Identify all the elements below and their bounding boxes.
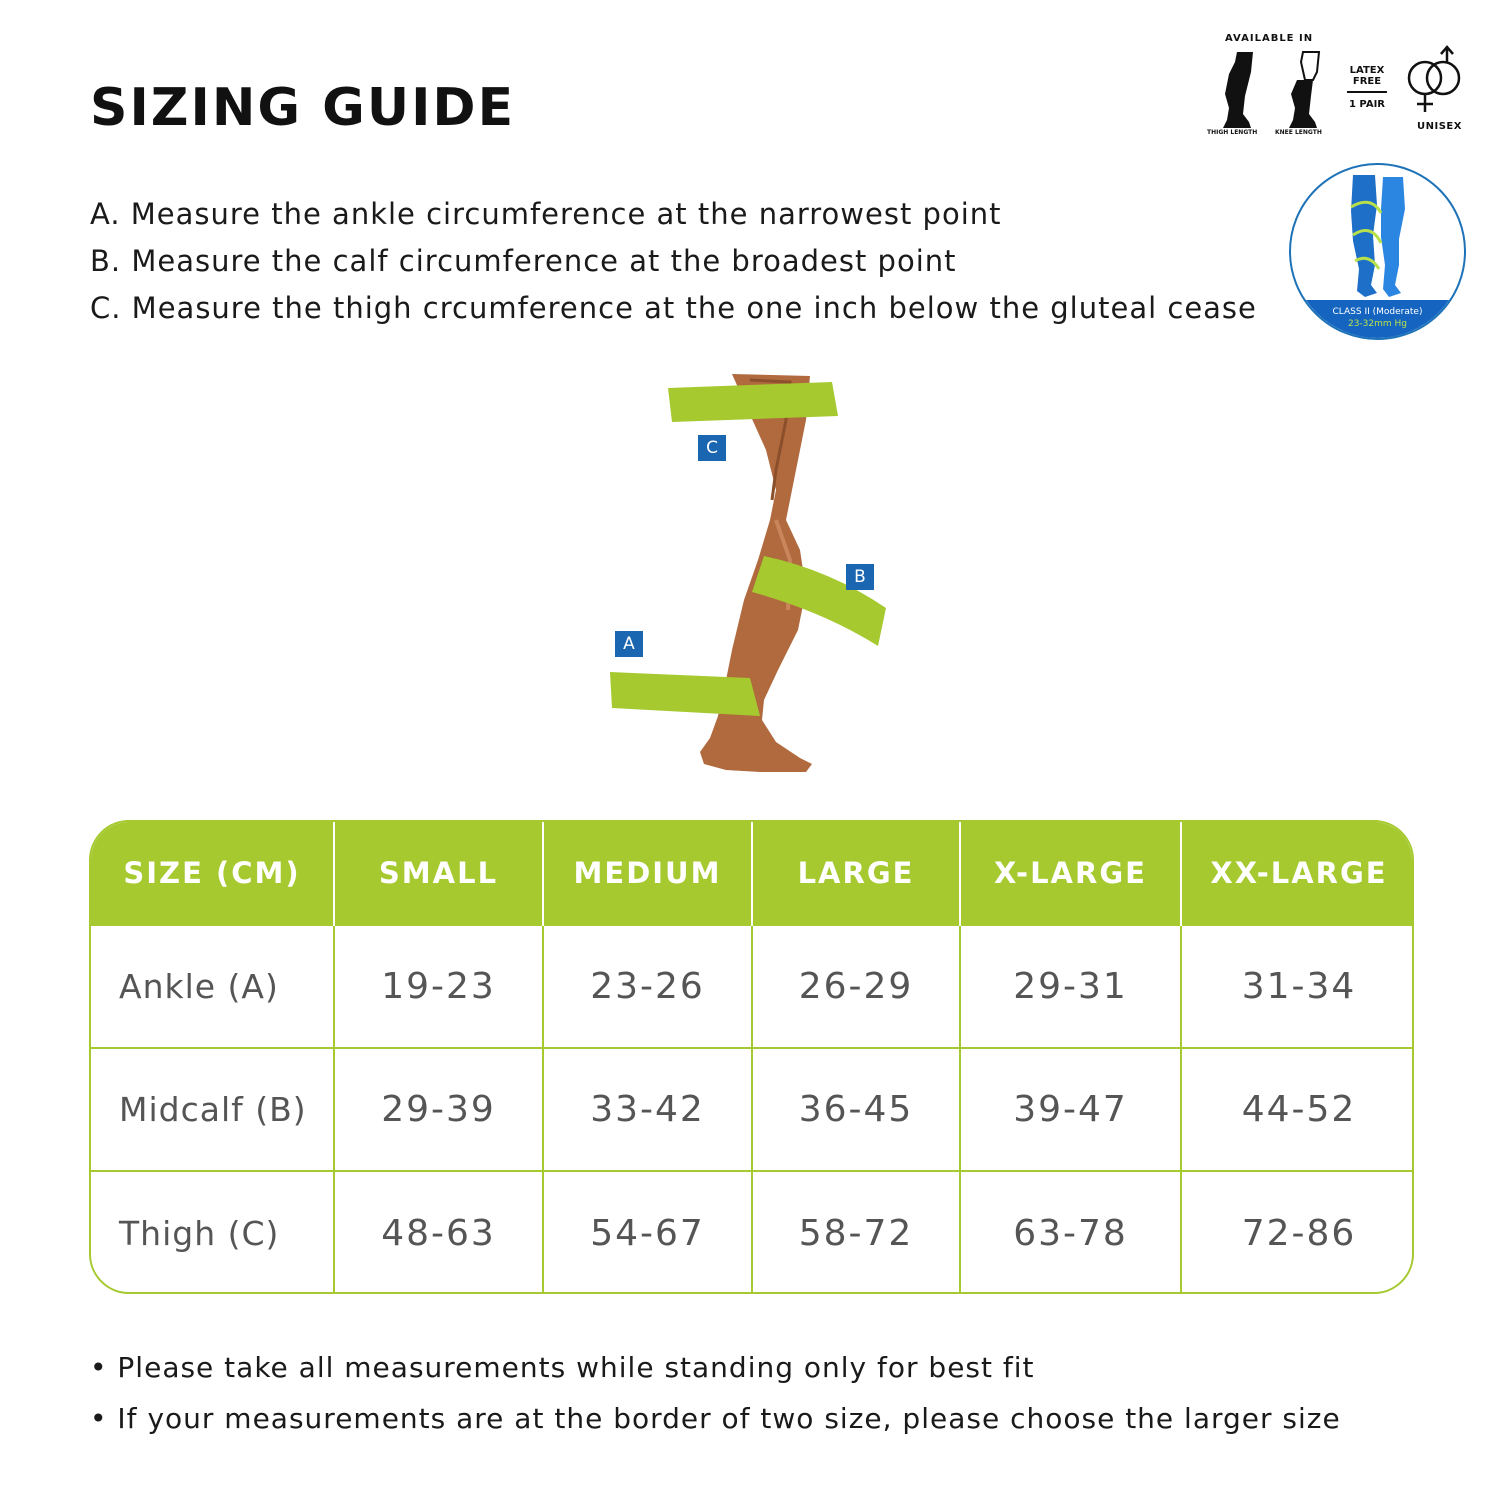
table-row — [91, 1048, 1414, 1171]
header-large: LARGE — [752, 822, 960, 925]
table-cell: 48-63 — [334, 1171, 543, 1294]
product-badges — [1195, 30, 1480, 140]
knee-length-label: KNEE LENGTH — [1275, 129, 1322, 136]
header-xx-large: XX-LARGE — [1181, 822, 1414, 925]
latex-label: LATEX — [1349, 65, 1385, 76]
row-label-ankle: Ankle (A) — [91, 925, 334, 1048]
thigh-length-stocking-icon — [1209, 50, 1259, 130]
tag-b: B — [846, 564, 874, 590]
table-cell: 19-23 — [334, 925, 543, 1048]
note-standing — [90, 1350, 1341, 1401]
latex-free-badge — [1345, 65, 1389, 110]
page-title: SIZING GUIDE — [90, 78, 516, 138]
table-cell: 26-29 — [752, 925, 960, 1048]
class-label: CLASS II (Moderate) — [1332, 307, 1423, 317]
note-border-size — [90, 1401, 1341, 1452]
compression-class-badge — [1289, 163, 1466, 340]
table-cell: 72-86 — [1181, 1171, 1414, 1294]
table-row — [91, 925, 1414, 1048]
latex-divider — [1347, 91, 1387, 93]
table-cell: 63-78 — [960, 1171, 1181, 1294]
pair-label: 1 PAIR — [1348, 99, 1385, 110]
tag-c: C — [698, 435, 726, 461]
table-cell: 54-67 — [543, 1171, 752, 1294]
note-border-size-text: If your measurements are at the border of two size, please choose the larger size — [117, 1402, 1341, 1435]
note-standing-text: Please take all measurements while standing only for best fit — [117, 1351, 1035, 1384]
table-cell: 29-39 — [334, 1048, 543, 1171]
header-x-large: X-LARGE — [960, 822, 1181, 925]
instruction-thigh: C. Measure the thigh crcumference at the one inch below the gluteal cease — [90, 291, 1257, 325]
table-cell: 31-34 — [1181, 925, 1414, 1048]
class-pressure-label: 23-32mm Hg — [1347, 319, 1408, 329]
instruction-ankle: A. Measure the ankle circumference at the narrowest point — [90, 197, 1002, 231]
table-cell: 29-31 — [960, 925, 1181, 1048]
table-row — [91, 1171, 1414, 1294]
unisex-label: UNISEX — [1417, 121, 1462, 132]
table-cell: 23-26 — [543, 925, 752, 1048]
leg-measurement-diagram — [600, 360, 900, 780]
table-cell: 44-52 — [1181, 1048, 1414, 1171]
header-small: SMALL — [334, 822, 543, 925]
header-medium: MEDIUM — [543, 822, 752, 925]
table-cell: 33-42 — [543, 1048, 752, 1171]
bullet-icon: • — [90, 1351, 118, 1384]
header-size-cm: SIZE (CM) — [91, 822, 334, 925]
fit-notes — [90, 1350, 1341, 1452]
instruction-calf: B. Measure the calf circumference at the broadest point — [90, 244, 957, 278]
bullet-icon: • — [90, 1402, 118, 1435]
unisex-icon — [1403, 44, 1467, 116]
table-cell: 58-72 — [752, 1171, 960, 1294]
free-label: FREE — [1352, 76, 1382, 87]
row-label-midcalf: Midcalf (B) — [91, 1048, 334, 1171]
table-header-row — [91, 822, 1414, 925]
tag-a: A — [615, 631, 643, 657]
measurement-instructions — [90, 196, 1257, 337]
knee-length-stocking-icon — [1275, 50, 1325, 130]
size-table — [89, 820, 1414, 1294]
table-cell: 39-47 — [960, 1048, 1181, 1171]
row-label-thigh: Thigh (C) — [91, 1171, 334, 1294]
table-cell: 36-45 — [752, 1048, 960, 1171]
thigh-length-label: THIGH LENGTH — [1207, 129, 1258, 136]
available-in-label: AVAILABLE IN — [1225, 33, 1314, 44]
